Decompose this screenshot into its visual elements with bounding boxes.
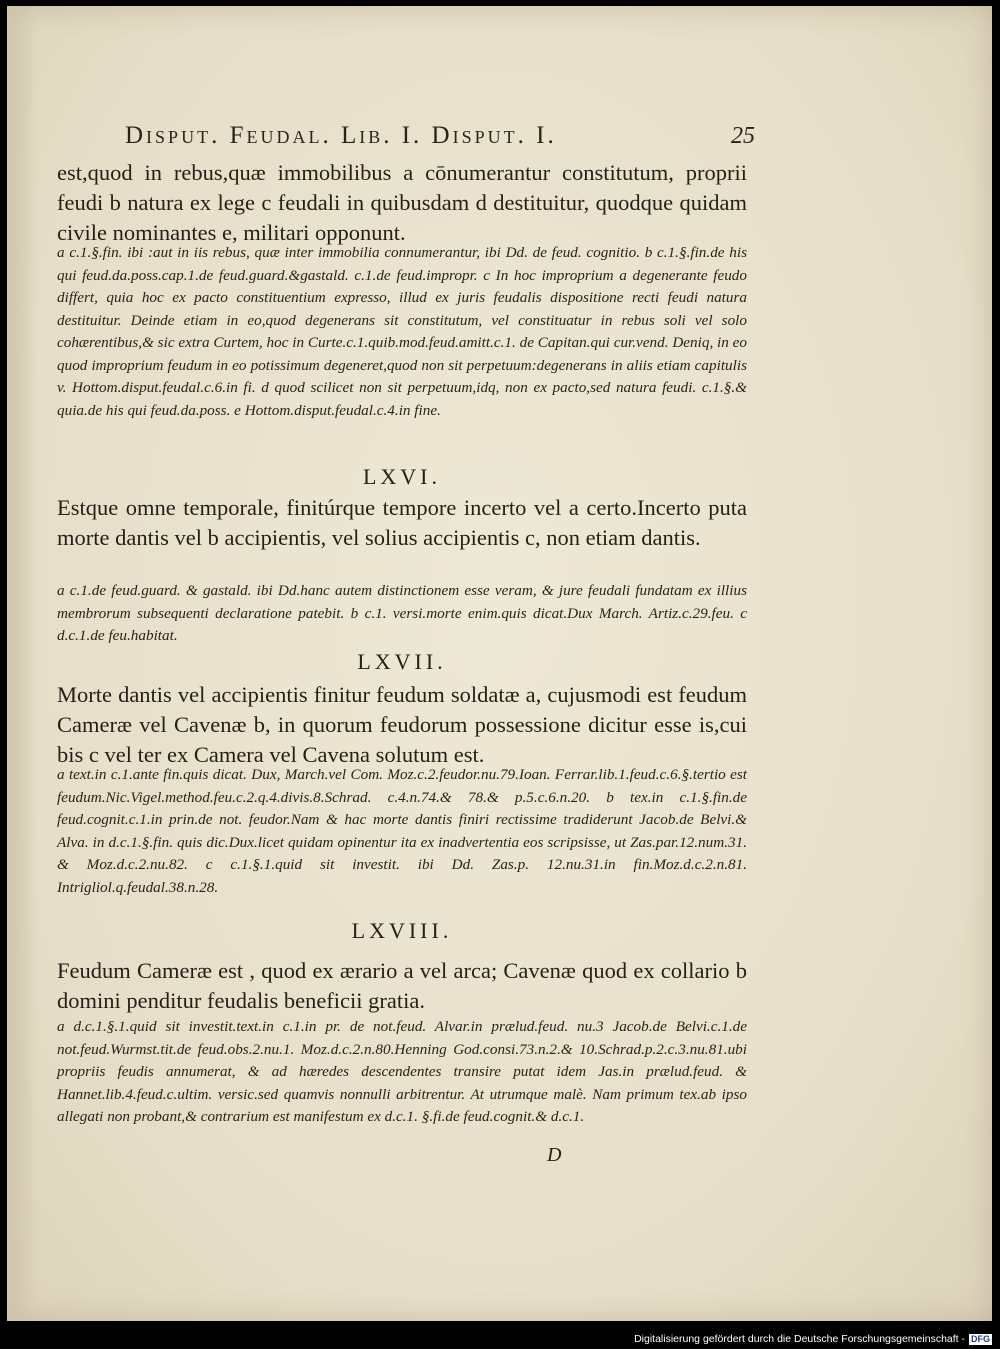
footnotes-block: a d.c.1.§.1.quid sit investit.text.in c.1.in pr. de not.feud. Alvar.in prælud.feud. nu.3 Jacob.de Belvi.c.1.de not.feud.Wurmst.tit.de feud.obs.2.nu.1. Moz.d.c.2.n.80.Henning God.consi.73.n.2.& 10.Schrad.p.2.c.3.nu.81.ubi propriis feudis annumerat, & ad hæredes descendentes transire putat idem Jas.in prælud.feud. & Hannet.lib.4.feud.c.ultim. versic.sed quamvis nonnulli arbitrentur. At utrumque malè. Nam primum tex.ab ipso allegati non probant,& contrarium est manifestum ex d.c.1. §.fi.de feud.cognit.& d.c.1. [57,1018,747,1125]
section-heading-lxvii: LXVII. [357,649,447,674]
book-page [7,6,992,1321]
dfg-logo: DFG [971,1333,990,1344]
signature-mark: D [547,1144,562,1166]
footer-text: Digitalisierung gefördert durch die Deutsche Forschungsgemeinschaft - [634,1333,965,1345]
footnotes-block: a text.in c.1.ante fin.quis dicat. Dux, March.vel Com. Moz.c.2.feudor.nu.79.Ioan. Ferrar.lib.1.feud.c.6.§.tertio est feudum.Nic.Vigel.method.feu.c.2.q.4.divis.8.Schrad. c.4.n.74.& 78.& p.5.c.6.n.20. b tex.in c.1.§.fin.de feud.cognit.c.1.in prin.de not. feudor.Nam & hac morte dantis finiri rectissime tradiderunt Jacob.de Belvi.& Alva. in d.c.1.§.fin. quis dic.Dux.licet quidam opinentur ita ex inadvertentia eos scripsisse, ut Zas.par.12.num.31. & Moz.d.c.2.nu.82. c c.1.§.1.quid sit investit. ibi Dd. Zas.p. 12.nu.31.in fin.Moz.d.c.2.n.81. Intrigliol.q.feudal.38.n.28. [57,766,747,896]
footer-credit [634,1333,992,1345]
footnotes-block: a c.1.de feud.guard. & gastald. ibi Dd.hanc autem distinctionem esse veram, & jure feudali fundatam ex illius membrorum subsequenti declaratione patebit. b c.1. versi.morte enim.quis dicat.Dux March. Artiz.c.29.feu. c d.c.1.de feu.habitat. [57,582,747,644]
page-number: 25 [731,122,755,149]
section-heading-lxvi: LXVI. [362,464,442,489]
thesis-paragraph-continued: est,quod in rebus,quæ immobilibus a cōnumerantur constitutum, proprii feudi b natura ex lege c feudali in quibusdam d destituitur, quodque quidam civile nominantes e, militari opponunt. [57,160,747,245]
thesis-paragraph-lxvi: Estque omne temporale, finitúrque tempore incerto vel a certo.Incerto puta morte dantis vel b accipientis, vel solius accipientis c, non etiam dantis. [57,495,747,550]
thesis-paragraph-lxviii: Feudum Cameræ est , quod ex ærario a vel arca; Cavenæ quod ex collario b domini penditur feudalis beneficii gratia. [57,958,747,1013]
running-header [125,116,755,156]
footnotes-block: a c.1.§.fin. ibi :aut in iis rebus, quæ inter immobilia connumerantur, ibi Dd. de feud. cognitio. b c.1.§.fin.de his qui feud.da.poss.cap.1.de feud.guard.&gastald. c.1.de feud.impropr. c In hoc improprium a degenerante feudo differt, quia hoc ex pacto constituentium expresso, illud ex juris feudalis dispositione recti feudi natura destituitur. Deinde etiam in eo,quod degenerans sit constitutum, vel constituatur in rebus soli vel solo cohærentibus,& sic extra Curtem, hoc in Curte.c.1.quib.mod.feud.amitt.c.1. de Capitan.qui cur.vend. Deniq, in eo quod improprium feudum in eo potissimum degeneret,quod non sit perpetuum:degenerans in aliis etiam capitulis v. Hottom.disput.feudal.c.6.in fi. d quod scilicet non sit perpetuum,idq, non ex pacto,sed natura feudi. c.1.§.& quia.de his qui feud.da.poss. e Hottom.disput.feudal.c.4.in fine. [57,244,747,419]
thesis-paragraph-lxvii: Morte dantis vel accipientis finitur feudum soldatæ a, cujusmodi est feudum Cameræ vel Cavenæ b, in quorum feudorum possessione dicitur esse is,cui bis c vel ter ex Camera vel Cavena solutum est. [57,682,747,767]
section-heading-lxviii: LXVIII. [351,918,453,943]
running-title: Disput. Feudal. Lib. I. Disput. I. [125,122,557,149]
